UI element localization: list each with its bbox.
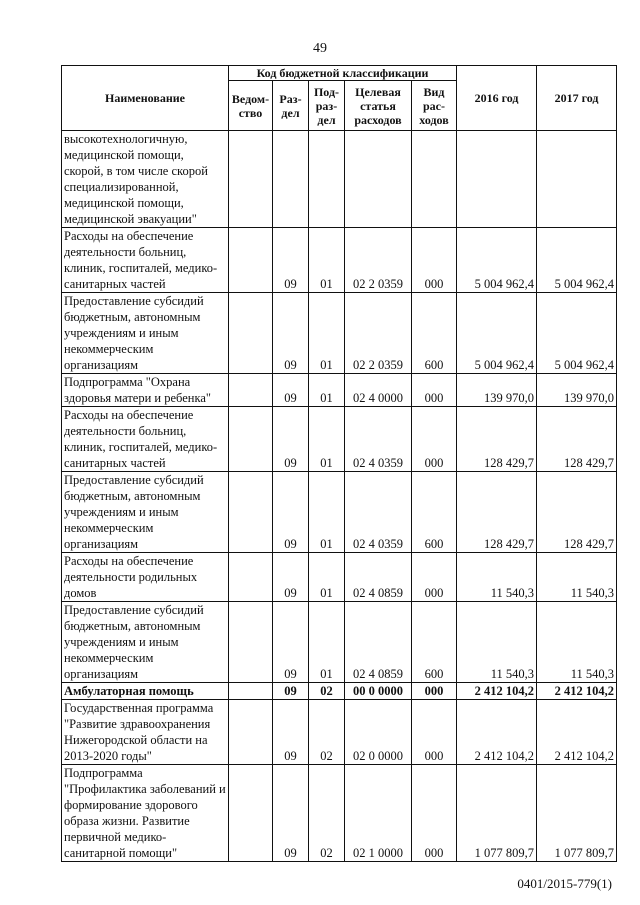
row-amount-2017 [537,131,617,228]
row-vedomstvo [229,553,273,602]
row-tselevaya-statya: 02 2 0359 [345,293,412,374]
row-razdel: 09 [273,228,309,293]
row-amount-2016: 5 004 962,4 [457,293,537,374]
row-name: высокотехнологичную, медицинской помощи, скорой, в том числе скорой специализированной, медицинской помощи, медицинской эвакуации" [62,131,229,228]
row-podrazdel: 01 [309,374,345,407]
table-row [62,228,617,293]
row-vedomstvo [229,374,273,407]
row-name: Расходы на обеспечение деятельности больниц, клиник, госпиталей, медико-санитарных частей [62,228,229,293]
row-vedomstvo [229,472,273,553]
table-row [62,553,617,602]
header-year-2016: 2016 год [457,66,537,131]
row-vedomstvo [229,131,273,228]
table-row [62,472,617,553]
row-amount-2017: 128 429,7 [537,472,617,553]
row-vid-raskhodov: 000 [412,553,457,602]
table-row [62,683,617,700]
row-amount-2017: 11 540,3 [537,602,617,683]
header-vedomstvo: Ведом-ство [229,81,273,131]
row-name: Подпрограмма "Профилактика заболеваний и формирование здорового образа жизни. Развитие первичной медико-санитарной помощи" [62,765,229,862]
row-amount-2017: 139 970,0 [537,374,617,407]
row-razdel: 09 [273,293,309,374]
row-podrazdel: 01 [309,553,345,602]
header-podrazdel: Под-раз-дел [309,81,345,131]
row-amount-2017: 2 412 104,2 [537,683,617,700]
budget-table [61,65,617,862]
row-razdel: 09 [273,683,309,700]
row-amount-2016: 128 429,7 [457,407,537,472]
row-amount-2016: 1 077 809,7 [457,765,537,862]
page-number: 49 [313,41,327,56]
row-tselevaya-statya: 02 0 0000 [345,700,412,765]
row-podrazdel: 01 [309,228,345,293]
row-tselevaya-statya: 02 4 0359 [345,472,412,553]
row-amount-2017: 2 412 104,2 [537,700,617,765]
header-razdel: Раз-дел [273,81,309,131]
row-vid-raskhodov: 000 [412,407,457,472]
document-code: 0401/2015-779(1) [517,876,612,891]
row-vedomstvo [229,602,273,683]
row-vedomstvo [229,407,273,472]
row-tselevaya-statya: 02 1 0000 [345,765,412,862]
row-vid-raskhodov: 000 [412,700,457,765]
row-podrazdel: 01 [309,407,345,472]
header-year-2017: 2017 год [537,66,617,131]
row-podrazdel: 01 [309,602,345,683]
row-amount-2016: 11 540,3 [457,553,537,602]
row-razdel: 09 [273,602,309,683]
row-name: Амбулаторная помощь [62,683,229,700]
row-vid-raskhodov: 000 [412,228,457,293]
row-amount-2016: 2 412 104,2 [457,683,537,700]
row-razdel: 09 [273,700,309,765]
row-razdel: 09 [273,553,309,602]
table-row [62,765,617,862]
row-amount-2016: 139 970,0 [457,374,537,407]
table-row [62,131,617,228]
row-podrazdel: 02 [309,765,345,862]
row-razdel: 09 [273,472,309,553]
row-razdel: 09 [273,765,309,862]
row-amount-2017: 5 004 962,4 [537,228,617,293]
row-tselevaya-statya: 00 0 0000 [345,683,412,700]
row-podrazdel [309,131,345,228]
header-vid-raskhodov: Вид рас-ходов [412,81,457,131]
row-vid-raskhodov: 000 [412,374,457,407]
row-razdel [273,131,309,228]
row-tselevaya-statya: 02 4 0859 [345,553,412,602]
table-row [62,293,617,374]
row-amount-2016 [457,131,537,228]
row-vid-raskhodov: 000 [412,765,457,862]
table-row [62,374,617,407]
row-tselevaya-statya [345,131,412,228]
row-tselevaya-statya: 02 2 0359 [345,228,412,293]
row-name: Предоставление субсидий бюджетным, автономным учреждениям и иным некоммерческим организациям [62,602,229,683]
row-name: Государственная программа "Развитие здравоохранения Нижегородской области на 2013-2020 годы" [62,700,229,765]
row-amount-2016: 11 540,3 [457,602,537,683]
row-tselevaya-statya: 02 4 0000 [345,374,412,407]
row-vid-raskhodov: 600 [412,602,457,683]
row-amount-2017: 5 004 962,4 [537,293,617,374]
header-name: Наименование [62,66,229,131]
row-vedomstvo [229,293,273,374]
table-row [62,407,617,472]
row-amount-2016: 2 412 104,2 [457,700,537,765]
row-vedomstvo [229,700,273,765]
row-razdel: 09 [273,374,309,407]
row-podrazdel: 02 [309,683,345,700]
row-amount-2016: 5 004 962,4 [457,228,537,293]
row-razdel: 09 [273,407,309,472]
row-name: Расходы на обеспечение деятельности больниц, клиник, госпиталей, медико-санитарных частей [62,407,229,472]
table-row [62,700,617,765]
row-podrazdel: 02 [309,700,345,765]
row-tselevaya-statya: 02 4 0359 [345,407,412,472]
row-name: Предоставление субсидий бюджетным, автономным учреждениям и иным некоммерческим организациям [62,472,229,553]
row-vid-raskhodov [412,131,457,228]
row-amount-2017: 1 077 809,7 [537,765,617,862]
header-tselevaya-statya: Целевая статья расходов [345,81,412,131]
row-tselevaya-statya: 02 4 0859 [345,602,412,683]
row-vid-raskhodov: 000 [412,683,457,700]
row-vid-raskhodov: 600 [412,293,457,374]
row-name: Расходы на обеспечение деятельности родильных домов [62,553,229,602]
row-amount-2016: 128 429,7 [457,472,537,553]
row-vedomstvo [229,228,273,293]
row-vedomstvo [229,683,273,700]
row-amount-2017: 11 540,3 [537,553,617,602]
header-classification-code: Код бюджетной классификации [229,66,457,81]
row-vedomstvo [229,765,273,862]
row-podrazdel: 01 [309,293,345,374]
row-name: Подпрограмма "Охрана здоровья матери и ребенка" [62,374,229,407]
row-name: Предоставление субсидий бюджетным, автономным учреждениям и иным некоммерческим организациям [62,293,229,374]
row-amount-2017: 128 429,7 [537,407,617,472]
row-podrazdel: 01 [309,472,345,553]
table-row [62,602,617,683]
row-vid-raskhodov: 600 [412,472,457,553]
